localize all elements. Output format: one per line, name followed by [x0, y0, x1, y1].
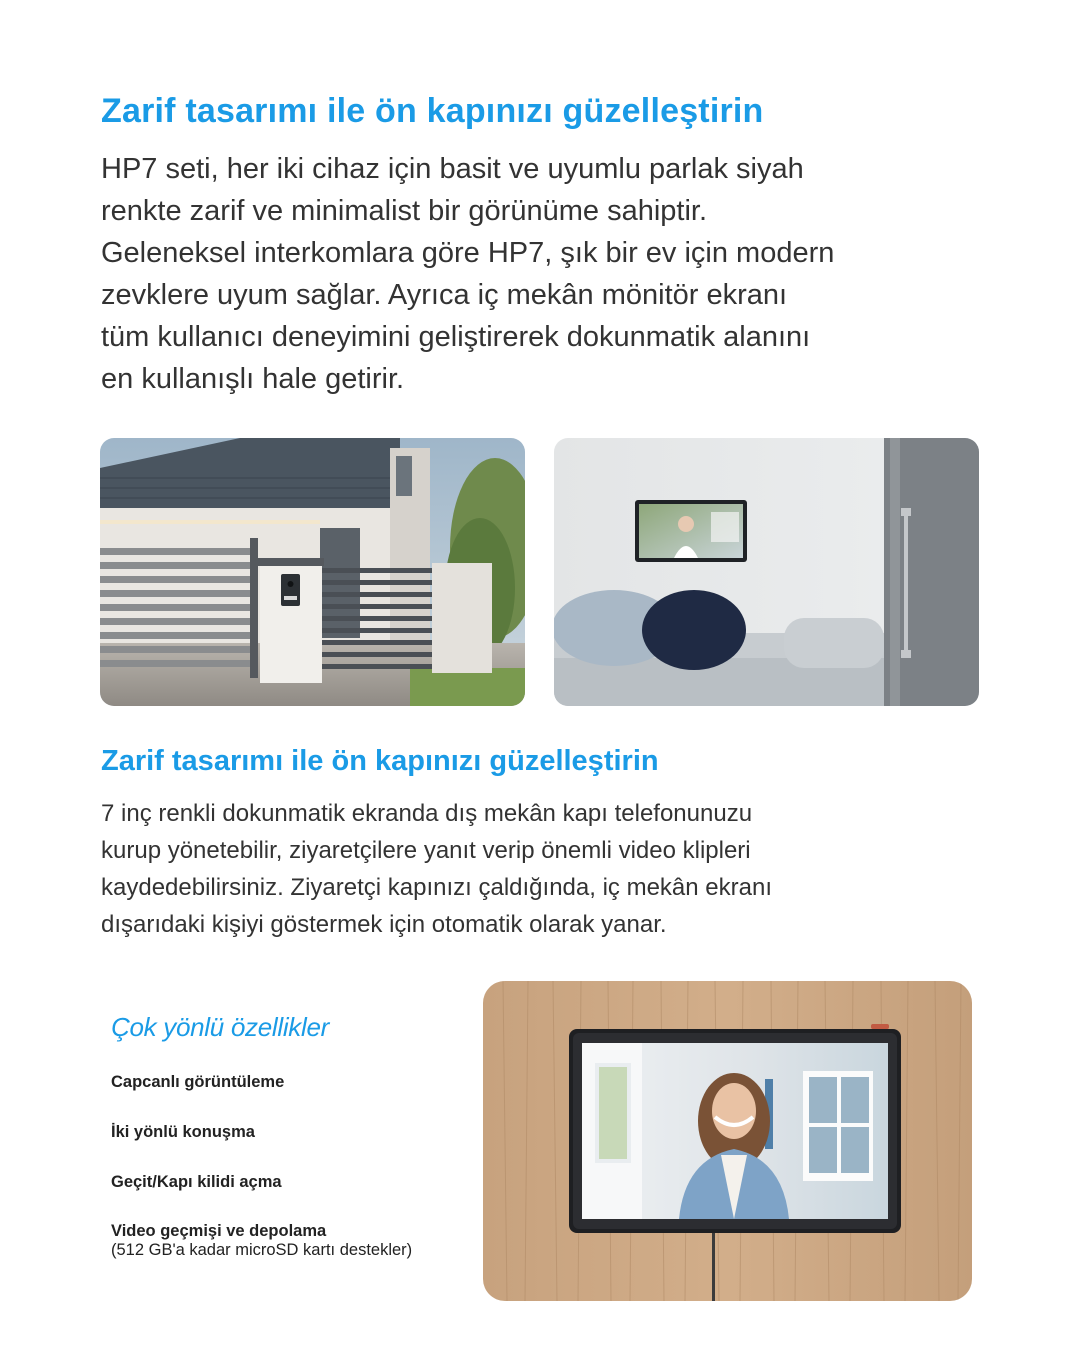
section2-line: 7 inç renkli dokunmatik ekranda dış mekân kapı telefonunuzu [101, 800, 753, 827]
section1-title: Zarif tasarımı ile ön kapınızı güzelleştirin [101, 92, 764, 130]
indoor-monitor-photo [483, 981, 972, 1301]
feature-item: Geçit/Kapı kilidi açma [111, 1173, 282, 1191]
house-exterior-photo [100, 438, 525, 706]
feature-item: Capcanlı görüntüleme [111, 1073, 285, 1091]
section1-line: en kullanışlı hale getirir. [101, 363, 405, 395]
section2-line: dışarıdaki kişiyi göstermek için otomatik olarak yanar. [101, 911, 667, 938]
feature-item: İki yönlü konuşma [111, 1123, 255, 1141]
section2-line: kaydedebilirsiniz. Ziyaretçi kapınızı çaldığında, iç mekân ekranı [101, 874, 772, 901]
features-title: Çok yönlü özellikler [111, 1012, 329, 1042]
section1-line: zevklere uyum sağlar. Ayrıca iç mekân mönitör ekranı [101, 279, 788, 311]
section1-line: renkte zarif ve minimalist bir görünüme sahiptir. [101, 195, 708, 227]
section2-title: Zarif tasarımı ile ön kapınızı güzelleştirin [101, 745, 659, 777]
storage-note: (512 GB'a kadar microSD kartı destekler) [111, 1241, 413, 1259]
feature-item: Video geçmişi ve depolama [111, 1222, 327, 1240]
section1-body [101, 148, 1001, 400]
section1-line: tüm kullanıcı deneyimini geliştirerek dokunmatik alanını [101, 321, 811, 353]
living-room-monitor-photo [554, 438, 979, 706]
section2-line: kurup yönetebilir, ziyaretçilere yanıt verip önemli video klipleri [101, 837, 751, 864]
section2-body [101, 795, 1001, 943]
section1-line: Geleneksel interkomlara göre HP7, şık bir ev için modern [101, 237, 835, 269]
section1-line: HP7 seti, her iki cihaz için basit ve uyumlu parlak siyah [101, 153, 804, 185]
